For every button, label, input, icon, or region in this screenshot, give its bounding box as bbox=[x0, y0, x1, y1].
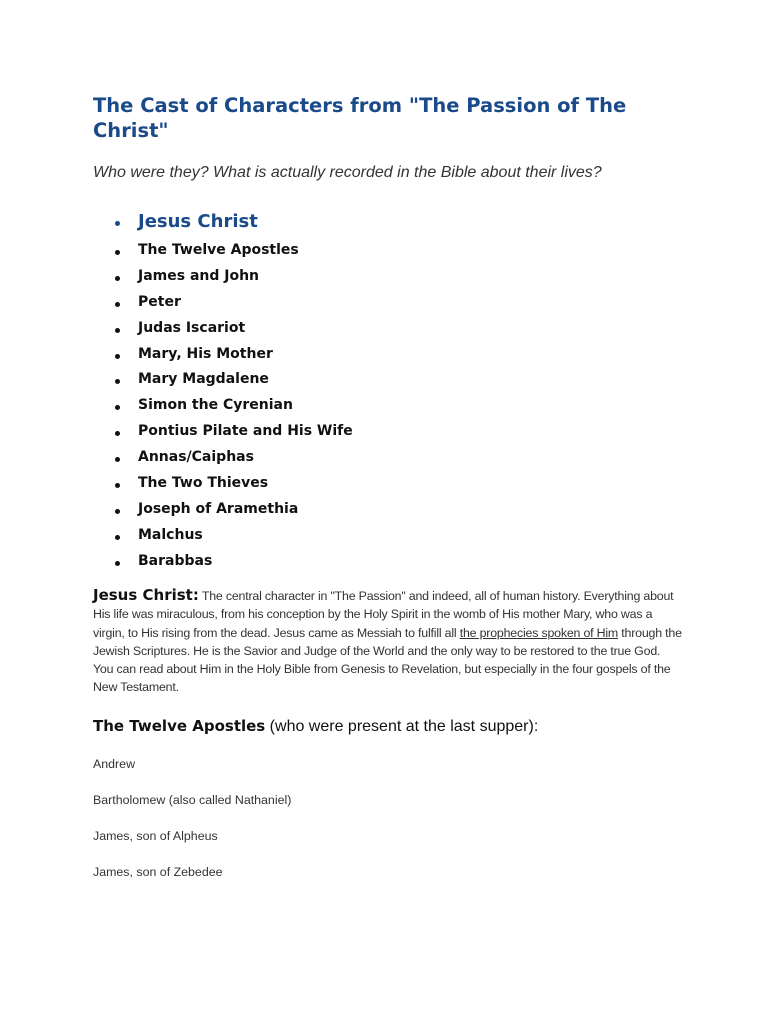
list-item bbox=[112, 367, 353, 393]
jesus-christ-paragraph bbox=[93, 586, 683, 697]
character-link[interactable]: Annas/Caiphas bbox=[138, 449, 254, 466]
jesus-christ-term: Jesus Christ: bbox=[93, 586, 199, 604]
list-item bbox=[112, 471, 353, 497]
character-link[interactable]: Simon the Cyrenian bbox=[138, 397, 293, 414]
character-link[interactable]: Jesus Christ bbox=[138, 211, 258, 232]
character-link[interactable]: James and John bbox=[138, 267, 260, 284]
apostle-name: James, son of Zebedee bbox=[93, 865, 223, 879]
prophecies-link[interactable]: the prophecies spoken of Him bbox=[459, 625, 619, 640]
list-item bbox=[112, 238, 353, 264]
character-link[interactable]: Mary Magdalene bbox=[138, 371, 269, 388]
list-item bbox=[112, 342, 353, 368]
list-item bbox=[112, 316, 353, 342]
character-list bbox=[112, 208, 353, 575]
list-item bbox=[112, 208, 353, 238]
list-item bbox=[112, 549, 353, 575]
list-item bbox=[112, 523, 353, 549]
character-link[interactable]: Mary, His Mother bbox=[138, 345, 273, 362]
heading-note: (who were present at the last supper): bbox=[265, 718, 539, 735]
character-link[interactable]: Judas Iscariot bbox=[138, 319, 246, 336]
character-link[interactable]: The Two Thieves bbox=[138, 475, 269, 492]
list-item bbox=[112, 445, 353, 471]
apostle-name: James, son of Alpheus bbox=[93, 829, 218, 843]
character-link[interactable]: The Twelve Apostles bbox=[138, 242, 299, 258]
character-link[interactable]: Pontius Pilate and His Wife bbox=[138, 423, 353, 440]
heading-term: The Twelve Apostles bbox=[93, 717, 266, 735]
list-item bbox=[112, 290, 353, 316]
list-item bbox=[112, 419, 353, 445]
character-link[interactable]: Barabbas bbox=[138, 552, 213, 569]
paragraph-text: The central character in "The Passion" and indeed, all of human history. Everything about His life was miraculous, from his conception by the Holy Spirit in the womb of His mother Mary, who was a virgin, to His rising from the dead. Jesus came as Messiah to fulfill all bbox=[93, 589, 674, 640]
list-item bbox=[112, 264, 353, 290]
list-item bbox=[112, 393, 353, 419]
character-link[interactable]: Peter bbox=[138, 293, 181, 310]
paragraph-text: through the Jewish Scriptures. He is the Savior and Judge of the World and the only way to be restored to the true God. You can read about Him in the Holy Bible from Genesis to Revelation, but especially in the four gospels of the New Testament. bbox=[93, 625, 682, 695]
character-link[interactable]: Joseph of Aramethia bbox=[138, 500, 299, 517]
apostle-name: Bartholomew (also called Nathaniel) bbox=[93, 793, 292, 807]
list-item bbox=[112, 497, 353, 523]
page-title: The Cast of Characters from "The Passion of The Christ" bbox=[93, 94, 627, 142]
apostle-name: Andrew bbox=[93, 757, 136, 771]
character-link[interactable]: Malchus bbox=[138, 526, 203, 543]
twelve-apostles-heading bbox=[93, 714, 538, 739]
page-subtitle: Who were they? What is actually recorded in the Bible about their lives? bbox=[93, 164, 602, 181]
